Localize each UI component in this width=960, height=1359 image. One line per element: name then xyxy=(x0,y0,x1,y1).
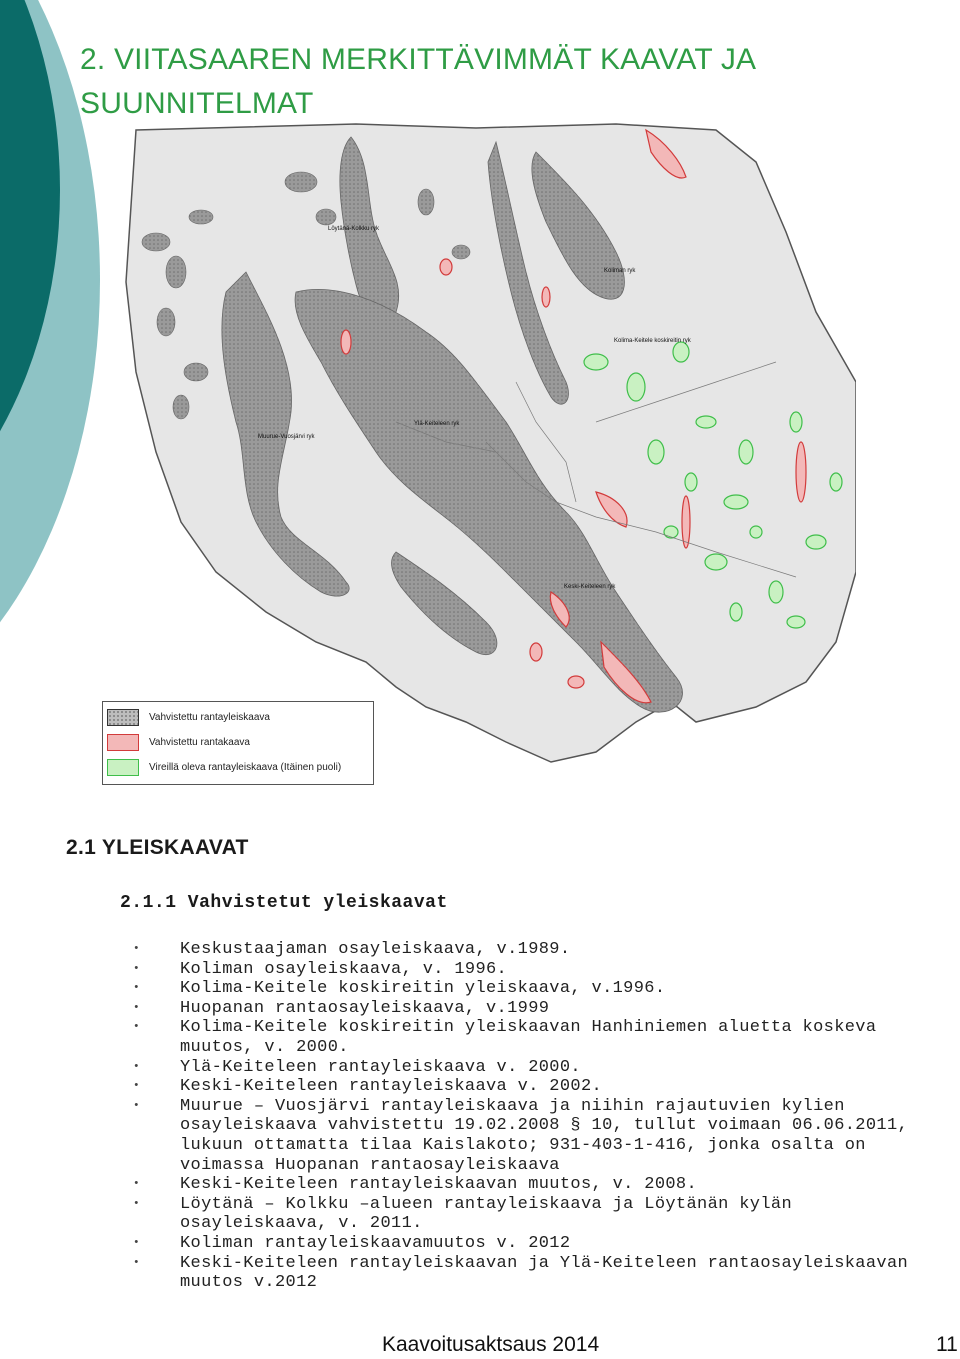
section-heading: 2.1 YLEISKAAVAT xyxy=(66,836,249,859)
bullet-icon: • xyxy=(133,1099,140,1112)
map-legend xyxy=(102,701,374,785)
legend-label: Vahvistettu rantakaava xyxy=(149,736,250,748)
legend-label: Vahvistettu rantayleiskaava xyxy=(149,711,270,723)
bullet-icon: • xyxy=(133,1001,140,1014)
bullet-icon: • xyxy=(133,962,140,975)
bullet-icon: • xyxy=(133,982,140,995)
plan-list xyxy=(130,940,930,1293)
legend-item xyxy=(107,758,341,776)
plan-list-item-text: Koliman rantayleiskaavamuutos v. 2012 xyxy=(180,1233,571,1253)
plan-list-item-text: Huopanan rantaosayleiskaava, v.1999 xyxy=(180,998,550,1018)
plan-list-item-text: Kolima-Keitele koskireitin yleiskaavan Hanhiniemen aluetta koskeva muutos, v. 2000. xyxy=(180,1018,877,1057)
plan-list-item-text: Muurue – Vuosjärvi rantayleiskaava ja niihin rajautuvien kylien osayleiskaava vahvistettu 19.02.2008 § 10, tullut voimaan 06.06.2011, lukuun ottamatta tilaa Kaislakoto; 931-403-1-416, jonka osalta on voimassa Huopanan rantaosayleiskaava xyxy=(180,1096,909,1175)
plan-list-item-text: Keskustaajaman osayleiskaava, v.1989. xyxy=(180,940,571,959)
legend-label: Vireillä oleva rantayleiskaava (Itäinen puoli) xyxy=(149,761,342,773)
plan-list-item-text: Löytänä – Kolkku –alueen rantayleiskaava ja Löytänän kylän osayleiskaava, v. 2011. xyxy=(180,1194,792,1234)
page-title-line-1: 2. VIITASAAREN MERKITTÄVIMMÄT KAAVAT JA xyxy=(80,43,757,76)
bullet-icon: • xyxy=(133,1197,140,1210)
legend-swatch-green xyxy=(107,759,139,776)
plan-list-item xyxy=(130,1195,930,1234)
plan-list-item-text: Keski-Keiteleen rantayleiskaava v. 2002. xyxy=(180,1077,603,1097)
plan-list-item xyxy=(130,999,930,1019)
map-label-koliman: Koliman ryk xyxy=(604,268,636,274)
plan-list-item-text: Keski-Keiteleen rantayleiskaavan muutos, v. 2008. xyxy=(180,1175,698,1195)
map-label-yla-keitele: Ylä-Keiteleen ryk xyxy=(414,421,460,427)
map-label-loytana: Löytänä-Kolkku ryk xyxy=(328,226,380,232)
plan-list-item-text: Kolima-Keitele koskireitin yleiskaava, v.1996. xyxy=(180,979,666,999)
page-number: 11 xyxy=(936,1333,958,1356)
map-label-muurue: Muurue-Vuosjärvi ryk xyxy=(258,434,315,440)
plan-list-item-text: Keski-Keiteleen rantayleiskaavan ja Ylä-Keiteleen rantaosayleiskaavan muutos v.2012 xyxy=(180,1253,909,1293)
plan-list-item xyxy=(130,1077,930,1097)
plan-list-item xyxy=(130,1018,930,1057)
map-label-keski-keitele: Keski-Keiteleen ryk xyxy=(564,584,616,590)
plan-list-item xyxy=(130,1175,930,1195)
plan-list-item xyxy=(130,960,930,980)
legend-swatch-red xyxy=(107,734,139,751)
legend-item xyxy=(107,708,270,726)
plan-list-item xyxy=(130,1097,930,1175)
zoning-map xyxy=(96,122,856,792)
bullet-icon: • xyxy=(133,1021,140,1034)
plan-list-item xyxy=(130,979,930,999)
legend-swatch-grey xyxy=(107,709,139,726)
plan-list-item xyxy=(130,1058,930,1078)
bullet-icon: • xyxy=(133,943,140,955)
zoning-map-figure xyxy=(96,122,856,792)
subsection-heading: 2.1.1 Vahvistetut yleiskaavat xyxy=(120,893,448,913)
plan-list-item-text: Koliman osayleiskaava, v. 1996. xyxy=(180,959,508,979)
map-label-kolima-keitele: Kolima-Keitele koskireitin ryk xyxy=(614,338,691,344)
footer-title: Kaavoitusaktsaus 2014 xyxy=(382,1333,600,1356)
bullet-icon: • xyxy=(133,1178,140,1191)
plan-list-item xyxy=(130,1234,930,1254)
plan-list-item xyxy=(130,940,930,960)
plan-list-item-text: Ylä-Keiteleen rantayleiskaava v. 2000. xyxy=(180,1057,581,1077)
legend-item xyxy=(107,733,250,751)
bullet-icon: • xyxy=(133,1080,140,1093)
page-title-line-2: SUUNNITELMAT xyxy=(80,87,314,120)
page-title xyxy=(80,38,940,126)
bullet-icon: • xyxy=(133,1236,140,1249)
bullet-icon: • xyxy=(133,1060,140,1073)
plan-list-item xyxy=(130,1254,930,1293)
bullet-icon: • xyxy=(133,1256,140,1269)
